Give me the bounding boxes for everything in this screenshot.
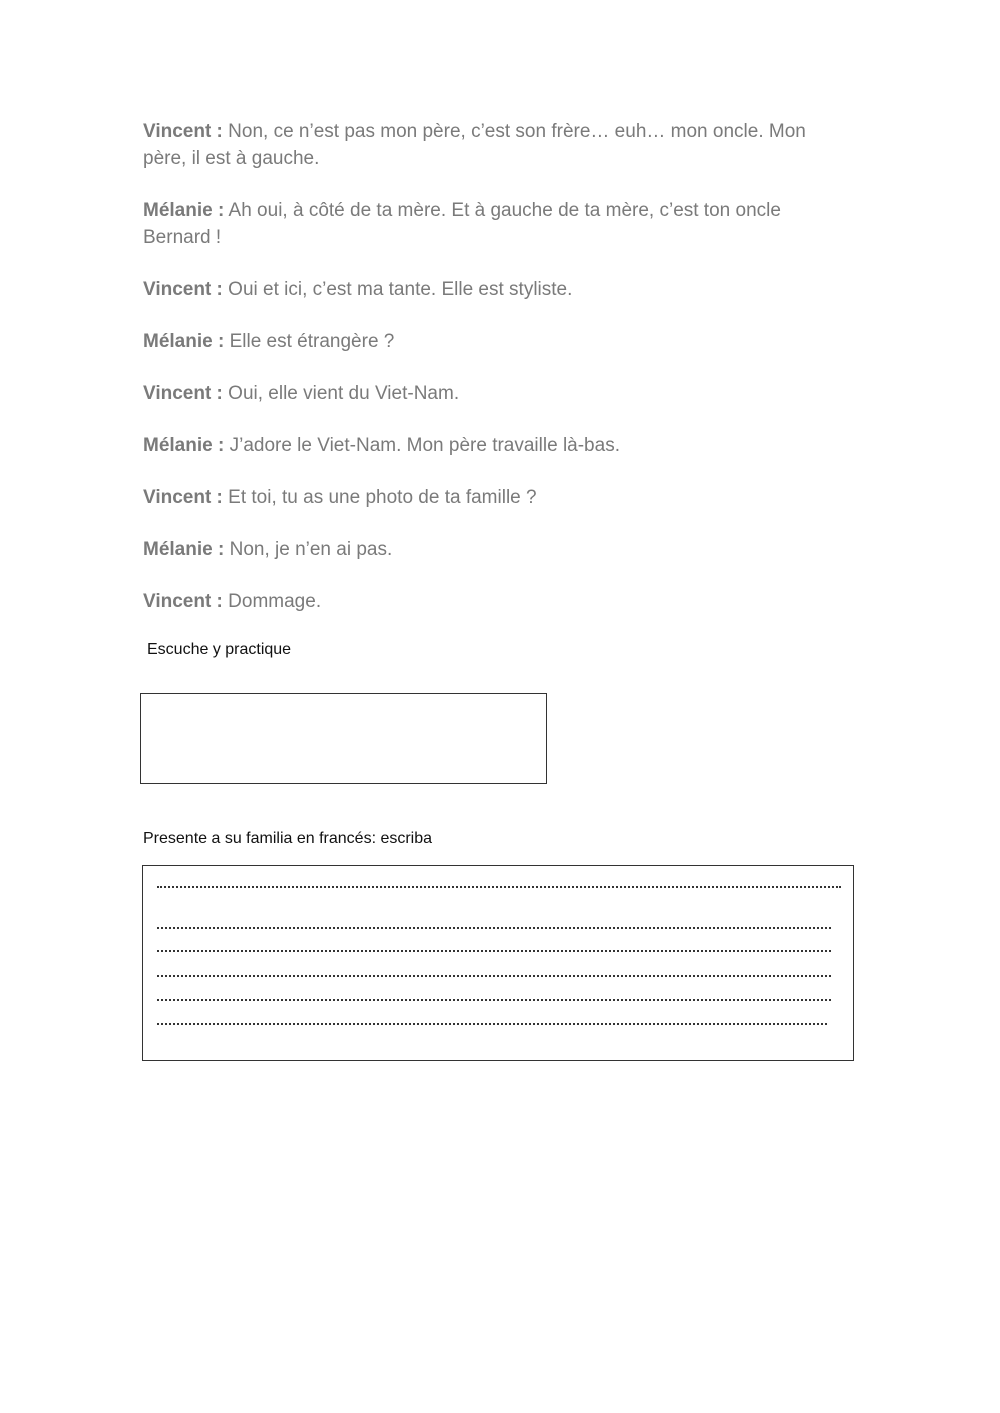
dotted-line <box>157 1023 827 1025</box>
dialogue-line <box>143 588 843 615</box>
line-text: Oui et ici, c’est ma tante. Elle est styliste. <box>222 279 573 300</box>
dialogue-line <box>143 484 843 511</box>
dotted-line <box>157 927 831 929</box>
line-text: Et toi, tu as une photo de ta famille ? <box>222 487 537 508</box>
line-text: Ah oui, à côté de ta mère. Et à gauche de ta mère, c’est ton oncle Bernard ! <box>143 200 781 248</box>
speaker-name: Vincent : <box>143 591 223 612</box>
line-text: Non, ce n’est pas mon père, c’est son frère… euh… mon oncle. Mon père, il est à gauche. <box>143 121 806 169</box>
dialogue <box>143 118 843 640</box>
dotted-line <box>157 950 831 952</box>
speaker-name: Vincent : <box>143 121 223 142</box>
speaker-name: Mélanie : <box>143 539 225 560</box>
dialogue-line <box>143 328 843 355</box>
writing-area[interactable] <box>142 865 854 1061</box>
dotted-line <box>157 999 831 1001</box>
line-text: Oui, elle vient du Viet-Nam. <box>222 383 460 404</box>
audio-player-box[interactable] <box>140 693 547 784</box>
speaker-name: Mélanie : <box>143 200 225 221</box>
line-text: Elle est étrangère ? <box>224 331 395 352</box>
dotted-line <box>157 975 831 977</box>
dotted-line <box>157 886 841 888</box>
speaker-name: Vincent : <box>143 383 223 404</box>
write-instruction: Presente a su familia en francés: escriba <box>143 830 433 847</box>
speaker-name: Mélanie : <box>143 435 225 456</box>
line-text: Dommage. <box>222 591 322 612</box>
speaker-name: Vincent : <box>143 279 223 300</box>
line-text: J’adore le Viet-Nam. Mon père travaille là-bas. <box>224 435 620 456</box>
speaker-name: Vincent : <box>143 487 223 508</box>
dialogue-line <box>143 432 843 459</box>
listen-instruction: Escuche y practique <box>147 641 292 658</box>
dialogue-line <box>143 276 843 303</box>
line-text: Non, je n’en ai pas. <box>224 539 393 560</box>
dialogue-line <box>143 536 843 563</box>
dialogue-line <box>143 118 843 172</box>
dialogue-line <box>143 197 843 251</box>
speaker-name: Mélanie : <box>143 331 225 352</box>
dialogue-line <box>143 380 843 407</box>
